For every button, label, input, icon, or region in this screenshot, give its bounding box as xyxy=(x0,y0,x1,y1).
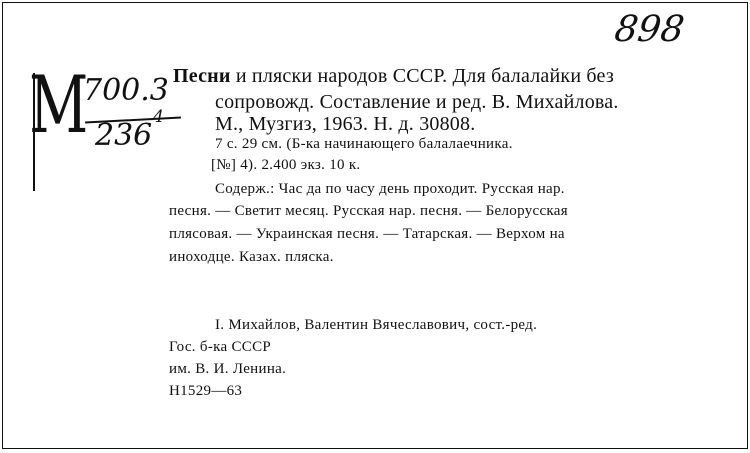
entry-heading-word: Песни xyxy=(173,65,231,87)
handwritten-card-number: 898 xyxy=(612,9,687,50)
handwritten-cipher-bottom: 236 xyxy=(95,118,153,153)
entry-title-rest: и пляски народов СССР. Для балалайки без xyxy=(235,65,614,87)
contents-line-3: плясовая. — Украинская песня. — Татарская. — Верхом на xyxy=(169,226,565,242)
contents-line-1: Содерж.: Час да по часу день проходит. Русская нар. xyxy=(215,181,565,197)
handwritten-cipher-superscript: 4 xyxy=(153,107,164,127)
tracing-line-4: Н1529—63 xyxy=(169,383,243,399)
entry-line-3: М., Музгиз, 1963. Н. д. 30808. xyxy=(215,113,476,135)
entry-line-2: сопровожд. Составление и ред. В. Михайлова. xyxy=(215,91,619,113)
tracing-line-1: I. Михайлов, Валентин Вячеславович, сост.-ред. xyxy=(215,317,538,333)
contents-line-2: песня. — Светит месяц. Русская нар. песня. — Белорусская xyxy=(169,203,568,219)
entry-line-5: [№] 4). 2.400 экз. 10 к. xyxy=(211,157,361,173)
tracing-line-2: Гос. б-ка СССР xyxy=(169,339,272,355)
handwritten-cipher-top: 700.3 xyxy=(83,73,169,108)
entry-line-4: 7 с. 29 см. (Б-ка начинающего балалаечника. xyxy=(215,136,513,152)
handwritten-mark-m: М xyxy=(29,59,89,151)
catalog-card xyxy=(2,2,748,449)
entry-title-line xyxy=(173,65,614,88)
tracing-line-3: им. В. И. Ленина. xyxy=(169,361,287,377)
contents-line-4: иноходце. Казах. пляска. xyxy=(169,249,334,265)
